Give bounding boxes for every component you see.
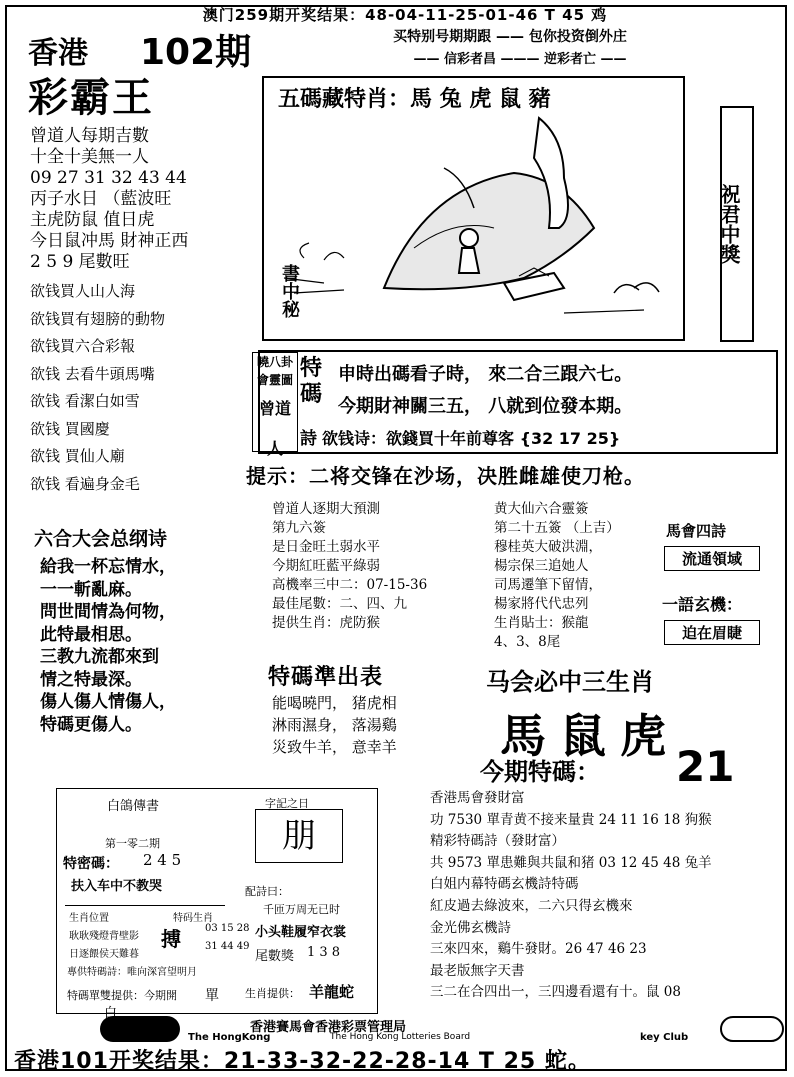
card-hint-text: 千匝万周无已时 [263, 903, 340, 916]
poem-line: 傷人傷人情傷人， [40, 692, 176, 712]
tema-code-value: 21 [676, 742, 735, 791]
badge-mid: 會靈圖 [256, 373, 293, 387]
mystery-title: 一語玄機： [662, 595, 743, 614]
want-item: 欲钱買人山人海 [30, 282, 136, 300]
oracle-line: 黄大仙六合靈簽 [494, 501, 589, 517]
right-info-line: 精彩特碼詩（發財富） [430, 833, 565, 850]
tema-table-line: 淋雨濕身， 落湯鷄 [272, 716, 397, 734]
poem-line: 一一斬亂麻。 [40, 579, 142, 600]
card-row-2-nums: 31 44 49 [205, 941, 250, 952]
card-header: 白鴿傳書 [107, 799, 160, 814]
card-col-b: 特码生肖 [173, 913, 213, 924]
card-tail-label: 尾數獎 [255, 949, 295, 964]
huang-oracle [494, 500, 620, 652]
tema-poem-label: 詩 [300, 429, 317, 449]
forecast-line: 今期紅旺藍平綠弱 [272, 558, 380, 574]
forecast-line: 曾道人逐期大預測 [272, 501, 380, 517]
badge-top: 曉八卦 [256, 355, 293, 369]
tema-table-line: 災致牛羊， 意幸羊 [272, 738, 397, 756]
pigeon-card [56, 788, 378, 1014]
landscape-illustration [264, 78, 685, 341]
right-info-line: 功 7530 單青黄不接来量貴 24 11 16 18 狗猴 [430, 811, 712, 828]
card-row-1-nums: 03 15 28 [205, 923, 250, 934]
forecast-line: 是日金旺土弱水平 [272, 539, 380, 555]
card-phrase: 扶入车中不教哭 [71, 879, 163, 894]
left-info-line: 曾道人每期吉數 [30, 126, 149, 146]
card-col-a: 生肖位置 [69, 913, 109, 924]
forecast-line: 高機率三中二：07-15-36 [272, 577, 428, 593]
oracle-line: 楊宗保三追她人 [494, 558, 589, 574]
card-provider-value: 單 [205, 988, 219, 1004]
tema-table-lines [272, 692, 397, 758]
illustration-panel [262, 76, 685, 341]
card-hint-label: 配詩曰： [245, 885, 289, 898]
zeng-badge [252, 352, 298, 458]
right-info-block [430, 788, 712, 1004]
badge-bottom: 曾道人 [258, 399, 291, 458]
tema-label: 特碼 [300, 356, 323, 407]
card-big-verb: 搏 [161, 927, 181, 951]
want-item: 欲钱買六合彩報 [30, 337, 136, 355]
header-subtitle: 买特别号期期跟 —— 包你投资倒外庄 [393, 29, 627, 45]
left-info-line: 09 27 31 32 43 44 [30, 168, 187, 188]
zeng-forecast [272, 500, 427, 633]
want-list [30, 278, 165, 498]
tema-code-label: 今期特碼： [480, 758, 600, 786]
oracle-line: 司馬遷筆下留情， [494, 577, 602, 593]
poem-title: 六合大会总纲诗 [34, 528, 168, 550]
poem-line: 三教九流都來到 [40, 647, 159, 667]
want-item: 欲钱 去看牛頭馬嘴 [30, 364, 155, 383]
region-title: 香港 [28, 36, 88, 71]
right-info-line: 紅皮過去綠波來，二六只得玄機來 [430, 897, 633, 914]
brand-logo: 彩霸王 [28, 75, 154, 121]
poem-lines [40, 556, 176, 736]
right-info-line: 金光佛玄機詩 [430, 919, 511, 936]
left-info-line: 2 5 9 尾數旺 [30, 252, 130, 272]
want-item: 欲钱 看遍身金毛 [30, 474, 140, 493]
card-tema-label: 特密碼： [63, 856, 119, 872]
left-info-line: 十全十美無一人 [30, 147, 149, 167]
want-item: 欲钱買有翅膀的動物 [30, 309, 166, 328]
oracle-line: 生肖貼士：猴龍 [494, 615, 589, 631]
tema-poem: 欲钱诗：欲錢買十年前尊客 {32 17 25} [322, 429, 621, 448]
footer-org-en-left: The HongKong [188, 1032, 271, 1043]
oracle-line: 第二十五簽 （上吉） [494, 520, 620, 536]
hint-line: 提示：二将交锋在沙场，决胜雌雄使刀枪。 [246, 464, 645, 488]
left-info-line: 丙子水日 （藍波旺 [30, 189, 172, 209]
card-row-1: 耿耿殘燈背壁影 [69, 931, 139, 942]
card-tail-value: 1 3 8 [307, 945, 341, 960]
card-provider: 特碼單雙提供：今期開 [67, 989, 177, 1002]
lottery-logo-icon [720, 1016, 784, 1042]
oracle-line: 穆桂英大破洪淵， [494, 539, 602, 555]
mystery-value: 迫在眉睫 [664, 620, 760, 645]
tema-table-title: 特碼準出表 [268, 665, 384, 690]
forecast-line: 最佳尾數：二、四、九 [272, 596, 407, 612]
card-row-2: 日逐餵侯天難暮 [69, 949, 139, 960]
tema-line-2: 今期財神關三五， 八就到位發本期。 [338, 396, 633, 417]
art-title: 五碼藏特肖：馬 兔 虎 鼠 豬 [278, 86, 551, 112]
tema-line-1: 申時出碼看子時， 來二合三跟六七。 [338, 364, 633, 385]
right-info-line: 香港馬會發財富 [430, 790, 525, 806]
macau-result-line: 澳门259期开奖结果：48-04-11-25-01-46 T 45 鸡 [202, 6, 608, 24]
footer-stamp: 白 [104, 1006, 118, 1021]
want-item: 欲钱 買國慶 [30, 419, 110, 438]
footer-org-en-right: key Club [640, 1032, 689, 1043]
poem4-title: 馬會四詩 [666, 522, 727, 540]
poem4-value: 流通領域 [664, 546, 760, 571]
poem-line: 情之特最深。 [40, 669, 142, 690]
want-item: 欲钱 看潔白如雪 [30, 392, 140, 410]
poem-line: 特碼更傷人。 [40, 714, 142, 735]
forecast-line: 第九六簽 [272, 520, 326, 536]
header-tagline: —— 信彩者昌 ——— 逆彩者亡 —— [413, 52, 627, 67]
left-info-line: 主虎防鼠 值日虎 [30, 210, 155, 230]
card-side-note: 字記之日 [265, 797, 309, 810]
oracle-line: 4、3、8尾 [494, 634, 561, 650]
zodiac-title: 马会必中三生肖 [486, 668, 654, 696]
card-shoe: 小头鞋履窄衣裳 [255, 925, 347, 940]
left-info-block [30, 126, 188, 273]
card-row-label: 第一零二期 [105, 837, 160, 850]
hk-result-line: 香港101开奖结果：21-33-32-22-28-14 T 25 蛇。 [14, 1049, 591, 1074]
poem-line: 此特最相思。 [40, 624, 142, 645]
poem-line: 問世間情為何物， [40, 602, 176, 622]
card-divider [65, 905, 225, 906]
right-info-line: 三來四來，鷄牛發財。26 47 46 23 [430, 941, 647, 958]
card-zodiac-value: 羊龍蛇 [309, 983, 355, 1001]
footer-org: 香港賽馬會香港彩票管理局 [250, 1020, 407, 1035]
want-item: 欲钱 買仙人廟 [30, 447, 125, 465]
tema-table-line: 能喝曉門， 猪虎相 [272, 694, 397, 712]
card-big-char: 朋 [255, 809, 343, 863]
issue-number: 102期 [140, 32, 252, 73]
art-left-caption: 書中秘 [279, 264, 300, 318]
oracle-line: 楊家將代代忠列 [494, 596, 589, 612]
footer-org-block [100, 1016, 790, 1044]
right-info-line: 白姐内幕特碼玄機詩特碼 [430, 876, 579, 893]
right-info-line: 共 9573 單患難與共鼠和猪 03 12 45 48 兔羊 [430, 854, 712, 871]
forecast-line: 提供生肖：虎防猴 [272, 615, 380, 631]
card-row-3: 專供特碼詩：唯向深宮望明月 [67, 967, 197, 978]
right-info-line: 三二在合四出一，三四邊看還有十。鼠 08 [430, 984, 681, 1001]
right-info-line: 最老版無字天書 [430, 962, 525, 979]
footer-org-en-mid: The Hong Kong Lotteries Board [330, 1032, 471, 1042]
zodiac-animals: 馬鼠虎 [500, 709, 680, 763]
art-right-caption: 祝君中獎 [720, 106, 754, 342]
poem-line: 給我一杯忘情水， [40, 557, 176, 577]
card-tema-value: 2 4 5 [143, 851, 182, 869]
left-info-line: 今日鼠冲馬 財神正西 [30, 231, 189, 251]
card-zodiac-label: 生肖提供： [245, 987, 300, 1000]
